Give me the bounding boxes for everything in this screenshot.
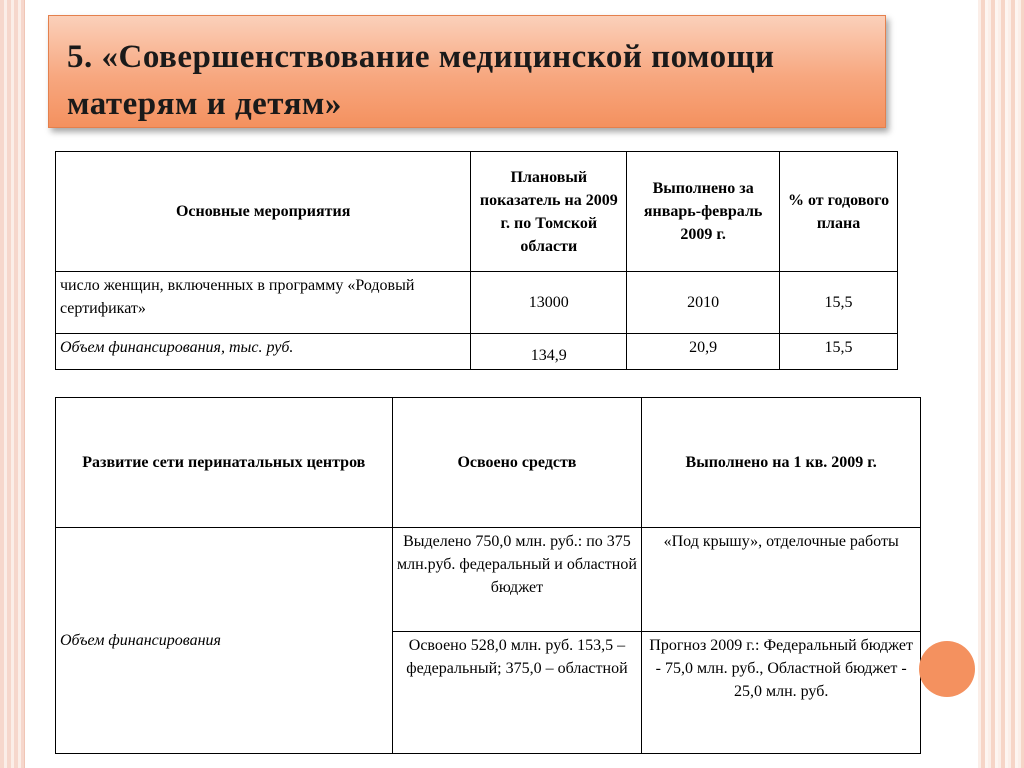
table-row [56,334,898,370]
header-completed: Выполнено за январь-февраль 2009 г. [627,152,780,272]
title-box [48,15,886,128]
cell-done: 2010 [627,272,780,334]
right-decorative-frame [978,0,1024,768]
decorative-circle [919,641,975,697]
header-perinatal-network: Развитие сети перинатальных центров [56,398,393,528]
cell-forecast: Прогноз 2009 г.: Федеральный бюджет - 75,0 млн. руб., Областной бюджет - 25,0 млн. руб. [642,632,921,754]
cell-status: «Под крышу», отделочные работы [642,528,921,632]
row-label-financing: Объем финансирования [56,528,393,754]
header-completed-q1: Выполнено на 1 кв. 2009 г. [642,398,921,528]
left-decorative-frame [0,0,25,768]
cell-percent: 15,5 [780,334,898,370]
header-funds-spent: Освоено средств [392,398,642,528]
cell-plan: 13000 [471,272,627,334]
row-label: число женщин, включенных в программу «Родовый сертификат» [56,272,471,334]
header-percent: % от годового плана [780,152,898,272]
cell-plan: 134,9 [471,334,627,370]
row-label: Объем финансирования, тыс. руб. [56,334,471,370]
table-row [56,272,898,334]
table-header-row [56,398,921,528]
table-header-row [56,152,898,272]
cell-allocated: Выделено 750,0 млн. руб.: по 375 млн.руб. федеральный и областной бюджет [392,528,642,632]
perinatal-centers-table [55,397,921,754]
header-main-activities: Основные мероприятия [56,152,471,272]
maternity-program-table [55,151,898,370]
header-planned-indicator: Плановый показатель на 2009 г. по Томской области [471,152,627,272]
cell-percent: 15,5 [780,272,898,334]
cell-done: 20,9 [627,334,780,370]
slide-title: 5. «Совершенствование медицинской помощи матерям и детям» [67,39,775,122]
table-row [56,528,921,632]
cell-spent: Освоено 528,0 млн. руб. 153,5 – федеральный; 375,0 – областной [392,632,642,754]
